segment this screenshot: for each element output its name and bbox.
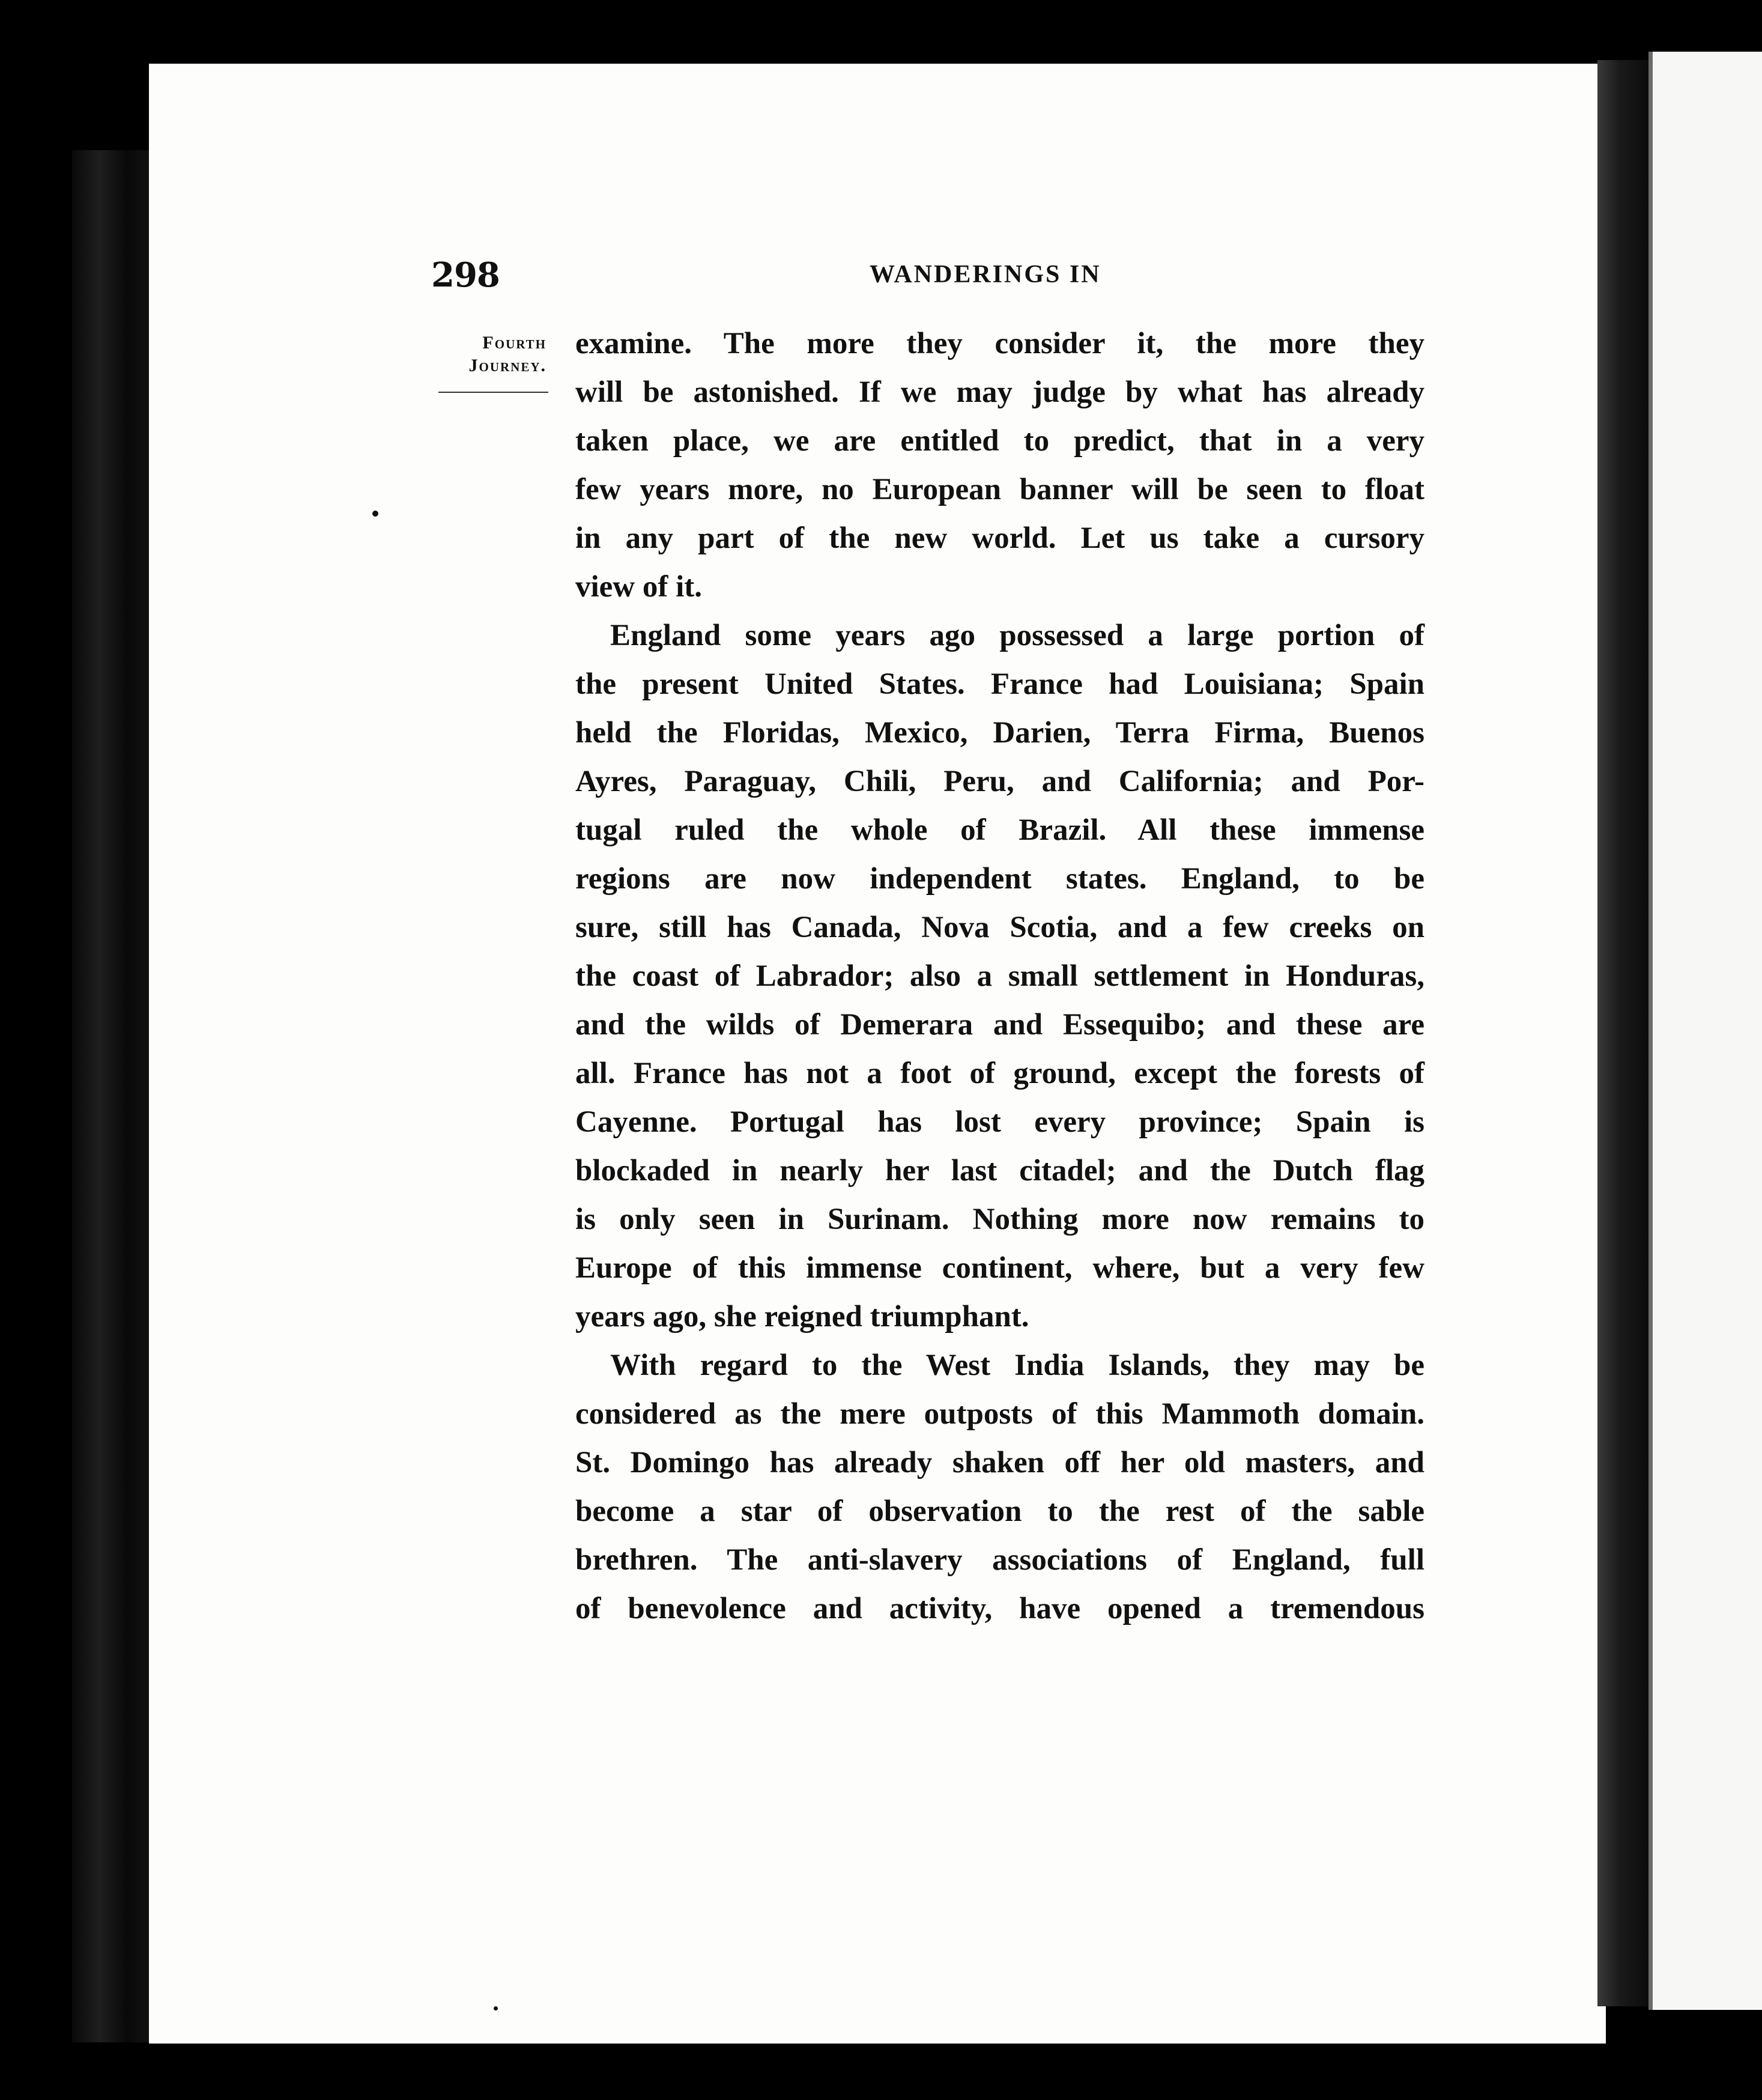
text-line: few years more, no European banner will be seen to float	[575, 473, 1424, 506]
text-line: Europe of this immense continent, where, but a very few	[575, 1251, 1424, 1285]
text-line: will be astonished. If we may judge by what has already	[575, 375, 1424, 409]
body-text	[575, 320, 1424, 1633]
text-line: the coast of Labrador; also a small settlement in Honduras,	[575, 959, 1424, 993]
binding-gutter	[1597, 60, 1653, 2006]
text-line: of benevolence and activity, have opened a tremendous	[575, 1592, 1424, 1625]
text-line: brethren. The anti-slavery associations of England, full	[575, 1543, 1424, 1577]
text-line: Ayres, Paraguay, Chili, Peru, and California; and Por-	[575, 765, 1424, 798]
marginal-note	[438, 332, 546, 377]
text-line: view of it.	[575, 570, 703, 604]
text-line: all. France has not a foot of ground, except the forests of	[575, 1057, 1424, 1090]
text-line: examine. The more they consider it, the more they	[575, 327, 1424, 360]
scanner-edge-shadow	[72, 150, 150, 2042]
text-line: held the Floridas, Mexico, Darien, Terra Firma, Buenos	[575, 716, 1424, 750]
text-line: tugal ruled the whole of Brazil. All these immense	[575, 813, 1424, 847]
text-line: Cayenne. Portugal has lost every province; Spain is	[575, 1105, 1424, 1139]
text-line: in any part of the new world. Let us take a cursory	[575, 521, 1424, 555]
running-title: WANDERINGS IN	[870, 261, 1101, 288]
text-line: years ago, she reigned triumphant.	[575, 1300, 1029, 1334]
text-line: sure, still has Canada, Nova Scotia, and a few creeks on	[575, 911, 1424, 944]
text-line: blockaded in nearly her last citadel; and the Dutch flag	[575, 1154, 1424, 1188]
text-line: With regard to the West India Islands, they may be	[610, 1349, 1424, 1382]
speck-mark	[372, 511, 378, 517]
text-line: the present United States. France had Louisiana; Spain	[575, 667, 1424, 701]
page-number: 298	[431, 255, 500, 295]
paragraph	[575, 611, 1424, 1341]
paragraph	[575, 1341, 1424, 1633]
text-line: regions are now independent states. England, to be	[575, 862, 1424, 896]
text-line: England some years ago possessed a large portion of	[610, 619, 1424, 652]
marginal-note-line: Fourth	[482, 333, 546, 353]
text-line: and the wilds of Demerara and Essequibo; and these are	[575, 1008, 1424, 1042]
text-line: is only seen in Surinam. Nothing more now remains to	[575, 1203, 1424, 1236]
text-line: become a star of observation to the rest of the sable	[575, 1495, 1424, 1528]
text-line: considered as the mere outposts of this Mammoth domain.	[575, 1397, 1424, 1431]
next-page-sliver	[1653, 52, 1762, 2010]
speck-mark	[494, 2006, 498, 2010]
text-line: St. Domingo has already shaken off her old masters, and	[575, 1446, 1424, 1479]
paragraph	[575, 320, 1424, 611]
text-line: taken place, we are entitled to predict, that in a very	[575, 424, 1424, 458]
marginal-rule	[438, 392, 548, 393]
marginal-note-line: Journey.	[468, 356, 546, 375]
running-head	[431, 255, 1632, 295]
